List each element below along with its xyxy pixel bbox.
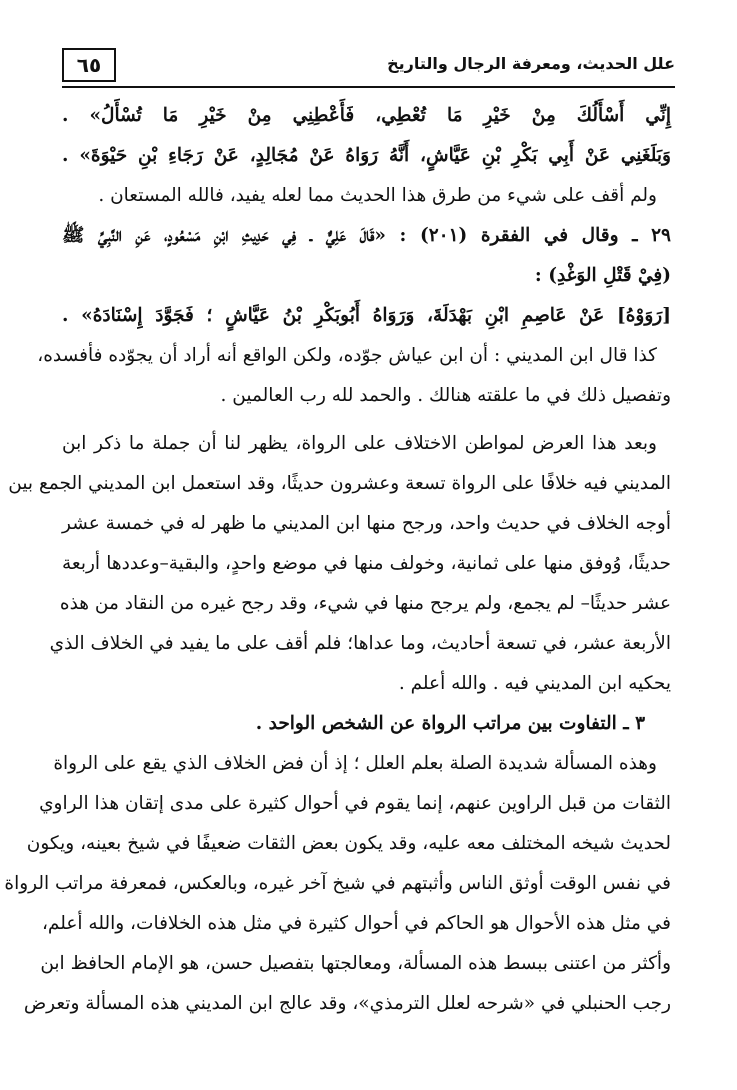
hadith-text-line: إِنِّي أَسْأَلُكَ مِنْ خَيْرِ مَا تُعْطِي، فَأَعْطِنِي مِنْ خَيْرِ مَا تُسْأَلُ» . — [62, 105, 671, 126]
paragraph-line: حديثًا، وُوفق منها على ثمانية، وخولف منها في موضع واحدٍ، والبقية–وعددها أربعة — [62, 553, 671, 574]
page-header — [62, 38, 675, 88]
paragraph-line: وبعد هذا العرض لمواطن الاختلاف على الرواة، يظهر لنا أن جملة ما ذكر ابن — [62, 433, 657, 454]
numbered-item-line: (فِيْ قَتْلِ الوَغْدِ) : — [534, 265, 671, 286]
paragraph-line: كذا قال ابن المديني : أن ابن عياش جوّده، ولكن الواقع أنه أراد أن يجوّده فأفسده، — [37, 345, 657, 366]
paragraph-line: في نفس الوقت أوثق الناس وأثبتهم في شيخ آخر غيره، وبالعكس، فمعرفة مراتب الرواة — [4, 873, 671, 894]
numbered-item-line: ٢٩ ـ وقال في الفقرة (٢٠١) : «قَالَ عَلِيٌّ ـ فِي حَدِيثِ ابْنِ مَسْعُودٍ، عَنِ النَّبِيِّ ﷺ — [62, 225, 671, 246]
paragraph-line: الثقات من قبل الراوين عنهم، إنما يقوم في أحوال كثيرة على مدى إتقان هذا الراوي — [39, 793, 671, 814]
paragraph-line: وأكثر من اعتنى ببسط هذه المسألة، ومعالجتها بتفصيل حسن، هو الإمام الحافظ ابن — [40, 953, 671, 974]
running-title: علل الحديث، ومعرفة الرجال والتاريخ — [387, 54, 675, 73]
paragraph-line: أوجه الخلاف في حديث واحد، ورجح منها ابن المديني ما ظهر له في خمسة عشر — [62, 513, 671, 534]
paragraph-line: رجب الحنبلي في «شرحه لعلل الترمذي»، وقد عالج ابن المديني هذه المسألة وتعرض — [23, 993, 671, 1014]
section-heading: ٣ ـ التفاوت بين مراتب الرواة عن الشخص الواحد . — [255, 713, 645, 734]
paragraph-line: الأربعة عشر، في تسعة أحاديث، وما عداها؛ فلم أقف على ما يفيد في الخلاف الذي — [49, 633, 671, 654]
hadith-text-line: [رَوَوْهُ] عَنْ عَاصِمِ ابْنِ بَهْدَلَةَ، وَرَوَاهُ أَبُوبَكْرِ بْنُ عَيَّاشٍ ؛ فَجَوَّدَ إِسْنَادَهُ» . — [62, 305, 671, 326]
page-body — [4, 96, 671, 1024]
hadith-text-line: وَبَلَغَنِي عَنْ أَبِي بَكْرِ بْنِ عَيَّاشٍ، أَنَّهُ رَوَاهُ عَنْ مُجَالِدٍ، عَنْ رَجَاءِ بْنِ حَيْوَةَ» . — [62, 145, 671, 166]
page-number: ٦٥ — [62, 48, 116, 82]
paragraph-line: في مثل هذه الأحوال هو الحاكم في أحوال كثيرة في مثل هذه الخلافات، والله أعلم، — [41, 913, 671, 934]
paragraph-line: لحديث شيخه المختلف معه عليه، وقد يكون بعض الثقات ضعيفًا في شيخ بعينه، ويكون — [26, 833, 671, 854]
paragraph-line: وهذه المسألة شديدة الصلة بعلم العلل ؛ إذ أن فض الخلاف الذي يقع على الرواة — [53, 753, 657, 774]
paragraph-line: عشر حديثًا– لم يجمع، ولم يرجح منها في شيء، وقد رجح غيره من النقاد من هذه — [59, 593, 671, 614]
paragraph-line: وتفصيل ذلك في ما علقته هنالك . والحمد لله رب العالمين . — [220, 385, 671, 406]
paragraph-line: يحكيه ابن المديني فيه . والله أعلم . — [398, 673, 671, 694]
paragraph-line: المديني فيه خلافًا على الرواة تسعة وعشرون حديثًا، وقد استعمل ابن المديني الجمع بين — [8, 473, 671, 494]
paragraph-line: ولم أقف على شيء من طرق هذا الحديث مما لعله يفيد، فالله المستعان . — [98, 185, 657, 206]
